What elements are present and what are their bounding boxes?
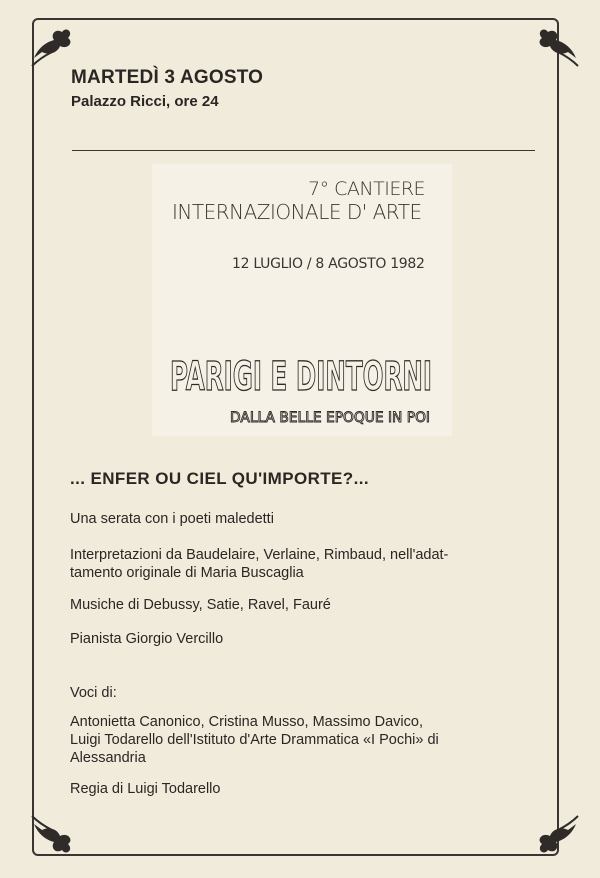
interpretations-line-1: Interpretazioni da Baudelaire, Verlaine, Rimbaud, nell'adat-	[70, 547, 449, 563]
voices-line-1: Antonietta Canonico, Cristina Musso, Massimo Davico,	[70, 714, 423, 730]
headline: ... ENFER OU CIEL QU'IMPORTE?...	[70, 469, 369, 488]
leaf-ornament-icon	[534, 22, 582, 70]
interpretations-line-2: tamento originale di Maria Buscaglia	[70, 565, 304, 581]
festival-title-line2: INTERNAZIONALE D' ARTE	[172, 200, 422, 224]
director-line: Regia di Luigi Todarello	[70, 781, 221, 797]
pianist-line: Pianista Giorgio Vercillo	[70, 631, 224, 647]
logo-subtitle: DALLA BELLE EPOQUE IN POI	[230, 410, 430, 426]
leaf-ornament-icon	[28, 22, 76, 70]
logo-title: PARIGI E DINTORNI	[170, 354, 432, 400]
music-line: Musiche di Debussy, Satie, Ravel, Fauré	[70, 597, 331, 613]
parigi-logo	[168, 340, 436, 430]
voices-label: Voci di:	[70, 685, 117, 701]
leaf-ornament-icon	[28, 812, 76, 860]
event-date: MARTEDÌ 3 AGOSTO	[71, 67, 264, 88]
divider	[72, 150, 535, 151]
voices-line-2: Luigi Todarello dell'Istituto d'Arte Drammatica «I Pochi» di	[70, 732, 439, 748]
event-place: Palazzo Ricci, ore 24	[71, 93, 219, 110]
voices-line-3: Alessandria	[70, 750, 146, 766]
leaf-ornament-icon	[534, 812, 582, 860]
festival-dates: 12 LUGLIO / 8 AGOSTO 1982	[232, 256, 425, 272]
description-line: Una serata con i poeti maledetti	[70, 511, 274, 527]
festival-title-line1: 7° CANTIERE	[308, 178, 426, 200]
